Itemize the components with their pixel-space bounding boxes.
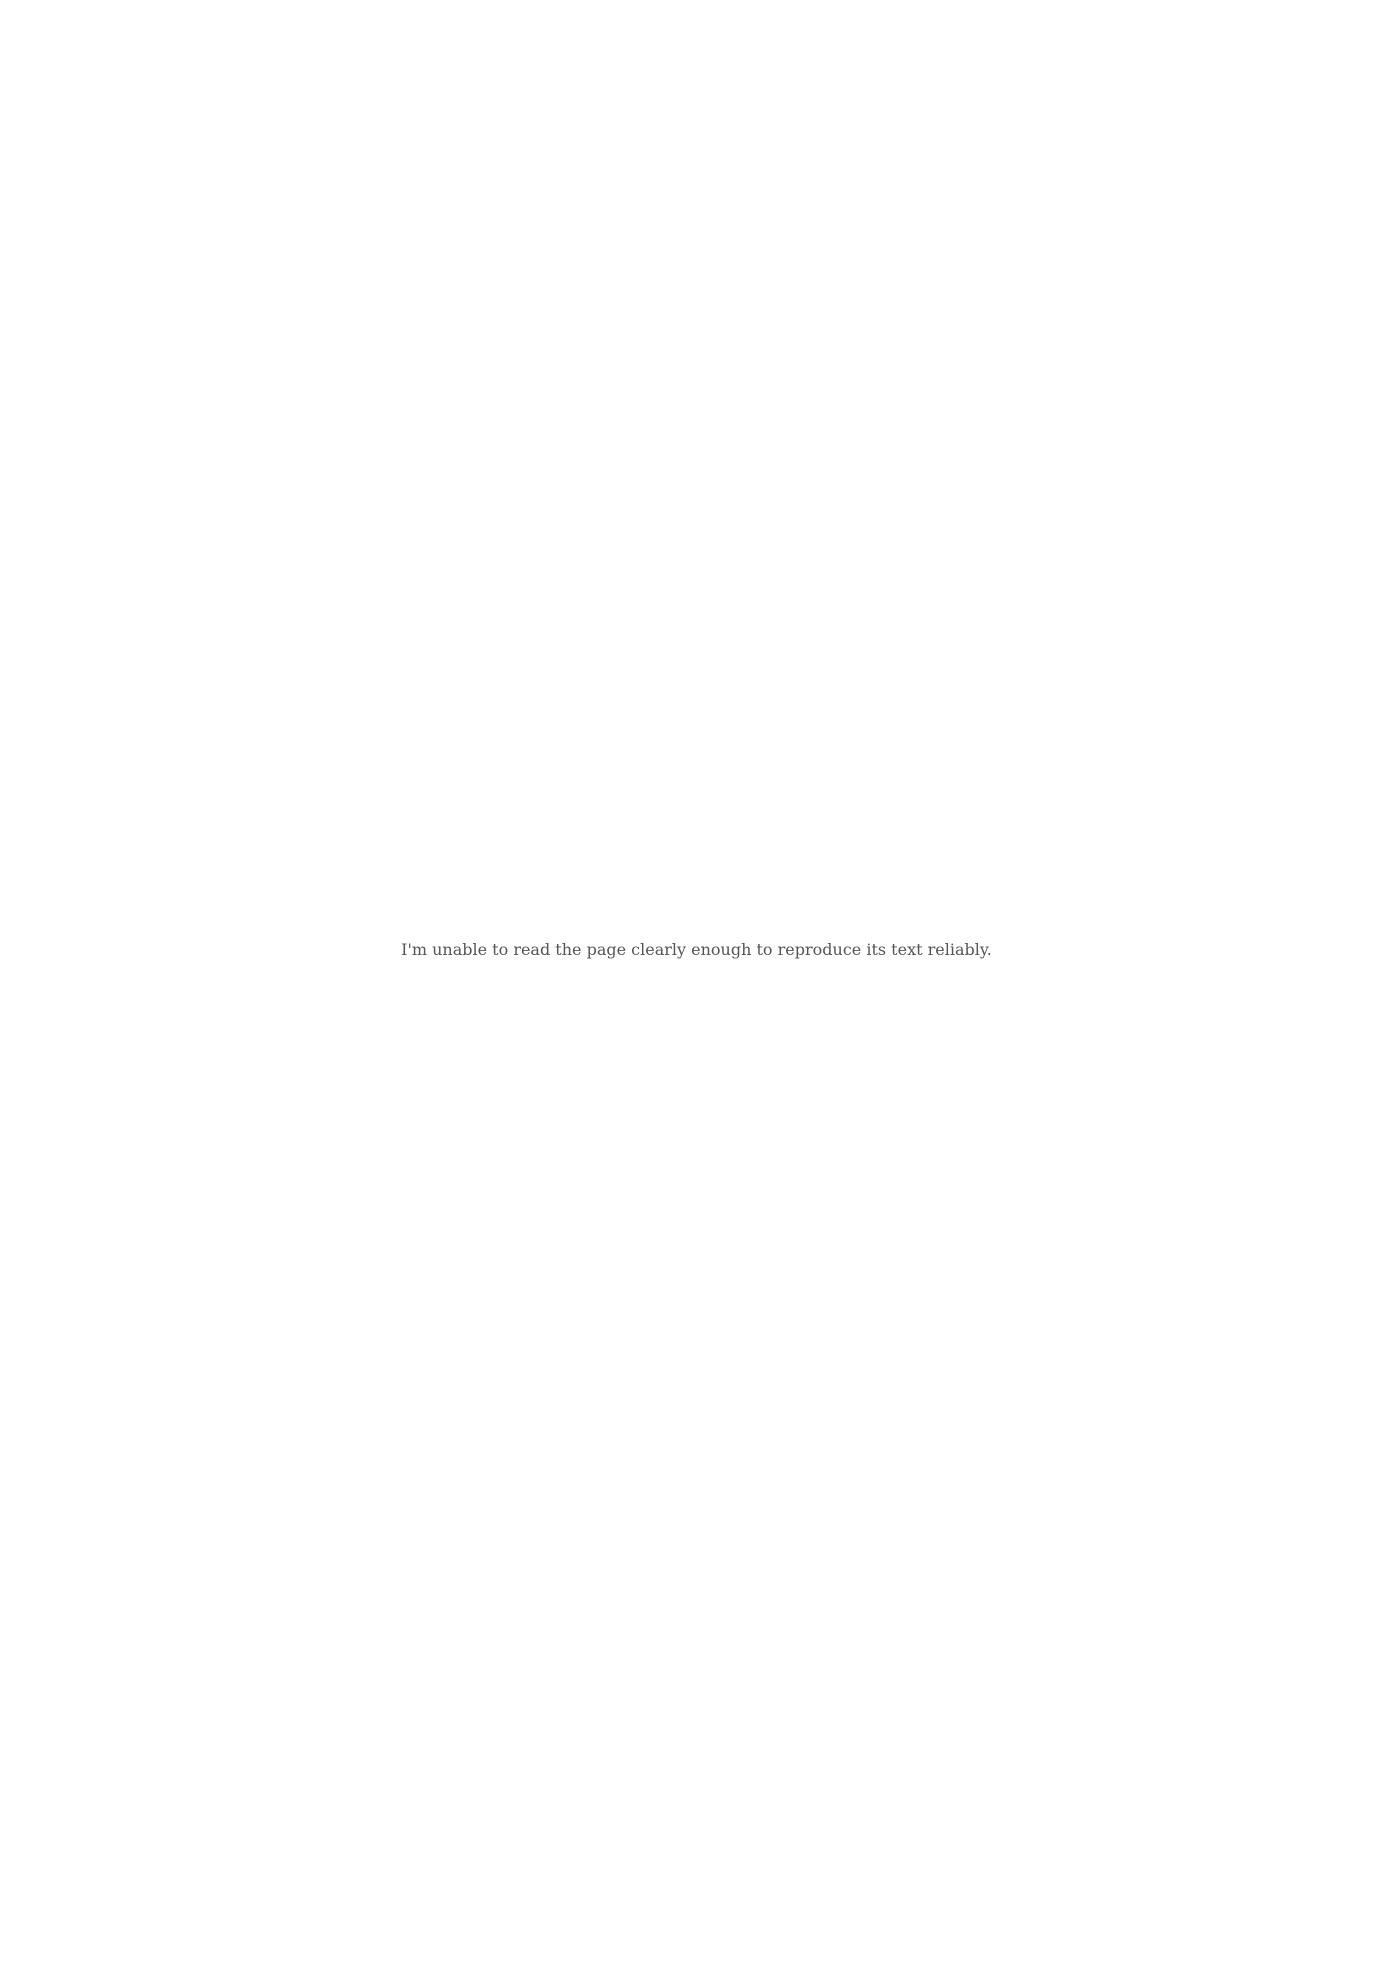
unreadable-note: I'm unable to read the page clearly enough to reproduce its text reliably. <box>401 940 992 959</box>
